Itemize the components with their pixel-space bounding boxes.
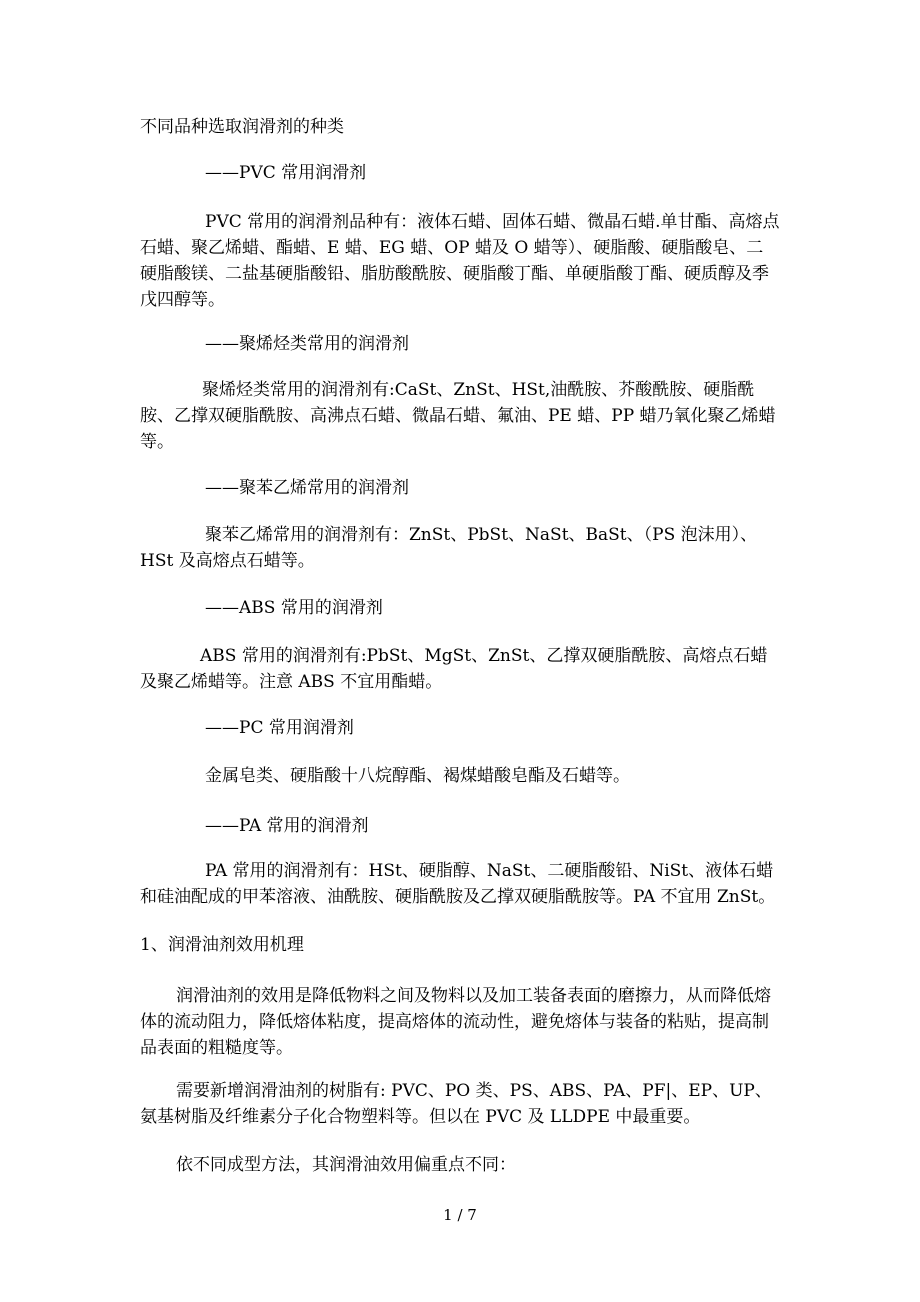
mechanism-paragraph-2: 需要新增润滑油剂的树脂有: PVC、PO 类、PS、ABS、PA、PF|、EP、UP、氨基树脂及纤维素分子化合物塑料等。但以在 PVC 及 LLDPE 中最重要。 [140, 1081, 772, 1127]
section-heading-pvc: ——PVC 常用润滑剂 [205, 163, 367, 183]
section-text-polystyrene: 聚苯乙烯常用的润滑剂有：ZnSt、PbSt、NaSt、BaSt、（PS 泡沫用）、HSt 及高熔点石蜡等。 [140, 525, 758, 571]
section-text-pvc: PVC 常用的润滑剂品种有：液体石蜡、固体石蜡、微晶石蜡.单甘酯、高熔点石蜡、聚乙烯蜡、酯蜡、E 蜡、EG 蜡、OP 蜡及 O 蜡等）、硬脂酸、硬脂酸皂、二硬脂酸镁、二盐基硬脂酸铅、脂肪酸酰胺、硬脂酸丁酯、单硬脂酸丁酯、硬质醇及季戊四醇等。 [140, 212, 780, 310]
section-heading-polystyrene: ——聚苯乙烯常用的润滑剂 [205, 478, 409, 498]
page-number: 1 / 7 [443, 1206, 477, 1224]
mechanism-paragraph-3: 依不同成型方法，其润滑油效用偏重点不同： [176, 1155, 516, 1175]
section-text-pc: 金属皂类、硬脂酸十八烷醇酯、褐煤蜡酸皂酯及石蜡等。 [205, 766, 630, 786]
document-title: 不同品种选取润滑剂的种类 [140, 117, 344, 137]
mechanism-paragraph-1: 润滑油剂的效用是降低物料之间及物料以及加工装备表面的磨擦力，从而降低熔体的流动阻力，降低熔体粘度，提高熔体的流动性，避免熔体与装备的粘贴，提高制品表面的粗糙度等。 [140, 986, 771, 1058]
section-text-pa: PA 常用的润滑剂有：HSt、硬脂醇、NaSt、二硬脂酸铅、NiSt、液体石蜡和硅油配成的甲苯溶液、油酰胺、硬脂酰胺及乙撑双硬脂酰胺等。PA 不宜用 ZnSt。 [140, 861, 776, 907]
section-heading-abs: ——ABS 常用的润滑剂 [205, 598, 383, 618]
section-heading-pa: ——PA 常用的润滑剂 [205, 816, 369, 836]
section-text-abs: ABS 常用的润滑剂有:PbSt、MgSt、ZnSt、乙撑双硬脂酰胺、高熔点石蜡及聚乙烯蜡等。注意 ABS 不宜用酯蜡。 [140, 646, 768, 692]
section-heading-polyolefin: ——聚烯烃类常用的润滑剂 [205, 334, 409, 354]
section-heading-pc: ——PC 常用润滑剂 [205, 718, 354, 738]
section-text-polyolefin: 聚烯烃类常用的润滑剂有:CaSt、ZnSt、HSt,油酰胺、芥酸酰胺、硬脂酰胺、乙撑双硬脂酰胺、高沸点石蜡、微晶石蜡、氟油、PE 蜡、PP 蜡乃氧化聚乙烯蜡等。 [140, 380, 776, 452]
mechanism-heading: 1、润滑油剂效用机理 [140, 935, 304, 955]
